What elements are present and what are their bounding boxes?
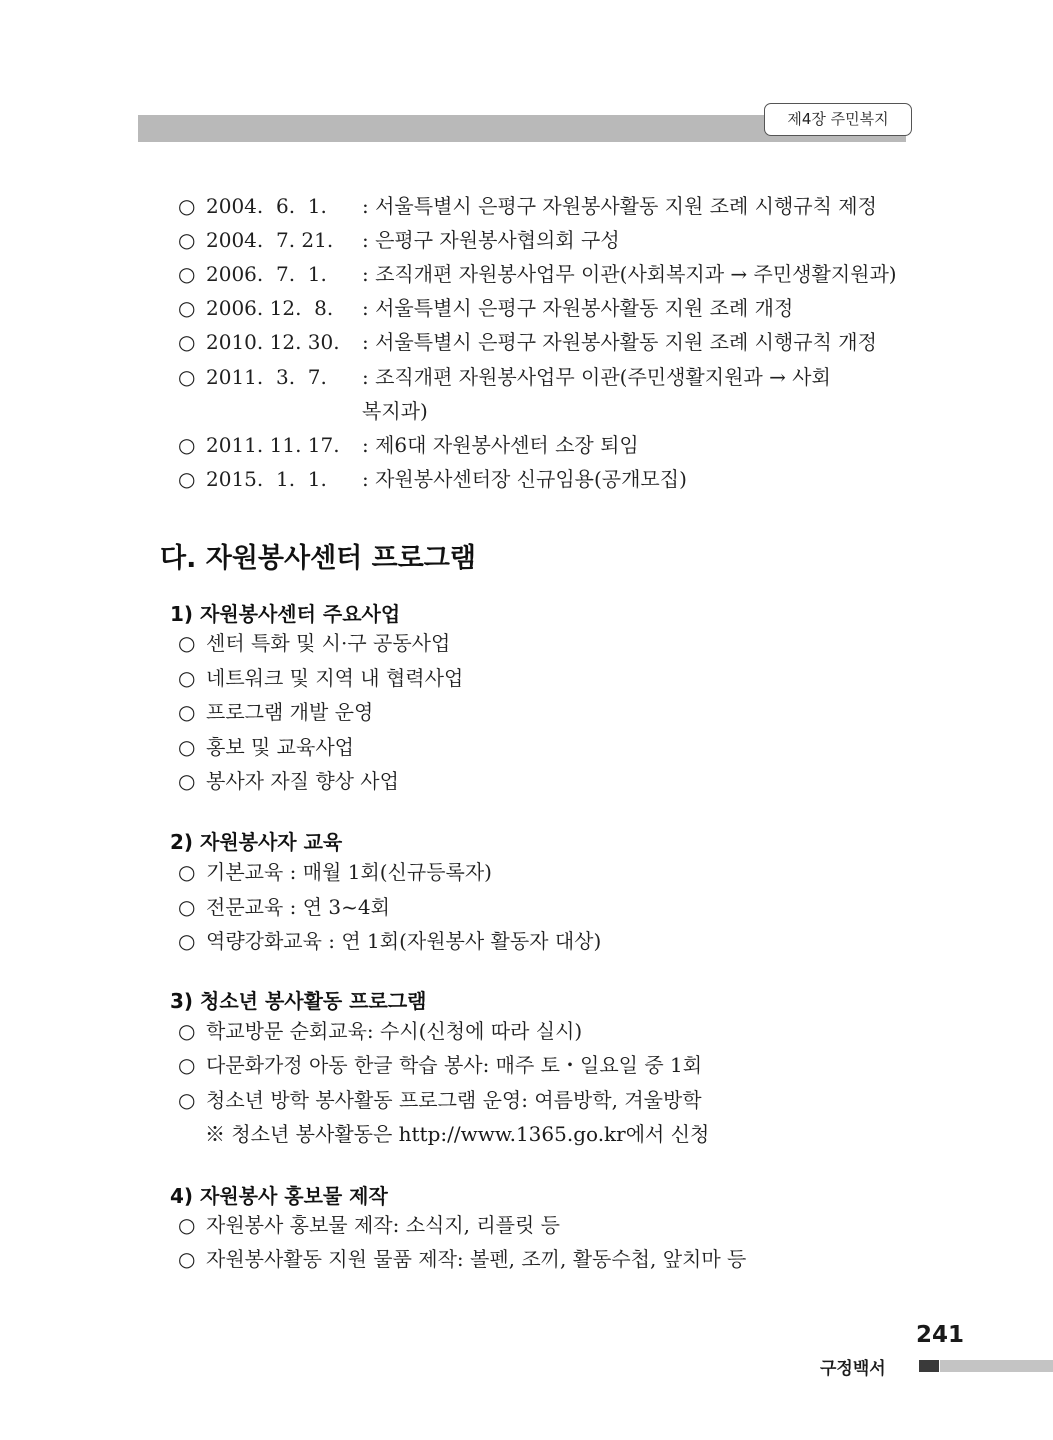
history-date: 2011. 3. 7. (206, 365, 327, 389)
history-item: ○ 2004. 6. 1. : 서울특별시 은평구 자원봉사활동 지원 조례 시행규칙 제정 (178, 194, 877, 218)
history-item: ○ 2004. 7. 21. : 은평구 자원봉사협의회 구성 (178, 228, 620, 252)
bullet-icon: ○ (178, 860, 196, 884)
bullet-icon: ○ (178, 700, 196, 724)
bullet-icon: ○ (178, 1019, 196, 1043)
footer-bar-light (940, 1360, 1053, 1372)
history-item: ○ 2011. 3. 7. : 조직개편 자원봉사업무 이관(주민생활지원과 → 사회 (178, 365, 831, 389)
note-text: ※ 청소년 봉사활동은 http://www.1365.go.kr에서 신청 (205, 1122, 710, 1146)
bullet-icon: ○ (178, 769, 196, 793)
bullet-icon: ○ (178, 194, 196, 218)
list-item: ○ 홍보 및 교육사업 (178, 735, 354, 759)
bullet-icon: ○ (178, 1247, 196, 1271)
history-text: 제6대 자원봉사센터 소장 퇴임 (375, 433, 639, 457)
bullet-icon: ○ (178, 296, 196, 320)
history-date: 2006. 12. 8. (206, 296, 334, 320)
history-text: 은평구 자원봉사협의회 구성 (375, 228, 620, 252)
list-item: ○ 봉사자 자질 향상 사업 (178, 769, 399, 793)
bullet-icon: ○ (178, 1213, 196, 1237)
list-item: ○ 역량강화교육 : 연 1회(자원봉사 활동자 대상) (178, 929, 602, 953)
subsection-title: 2) 자원봉사자 교육 (170, 830, 343, 854)
footer-bar-dark (919, 1360, 939, 1372)
bullet-icon: ○ (178, 666, 196, 690)
list-item: ○ 자원봉사 홍보물 제작: 소식지, 리플릿 등 (178, 1213, 561, 1237)
history-continuation (362, 398, 428, 424)
subsection-title: 3) 청소년 봉사활동 프로그램 (170, 989, 427, 1013)
history-text: 조직개편 자원봉사업무 이관(주민생활지원과 → 사회 (375, 365, 831, 389)
footer-label: 구정백서 (820, 1359, 886, 1379)
history-item: ○ 2011. 11. 17. : 제6대 자원봉사센터 소장 퇴임 (178, 433, 639, 457)
bullet-icon: ○ (178, 1053, 196, 1077)
bullet-icon: ○ (178, 330, 196, 354)
list-item: ○ 자원봉사활동 지원 물품 제작: 볼펜, 조끼, 활동수첩, 앞치마 등 (178, 1247, 747, 1271)
list-item: ○ 기본교육 : 매월 1회(신규등록자) (178, 860, 492, 884)
bullet-icon: ○ (178, 1088, 196, 1112)
list-item: ○ 다문화가정 아동 한글 학습 봉사: 매주 토・일요일 중 1회 (178, 1053, 703, 1077)
history-item: ○ 2006. 12. 8. : 서울특별시 은평구 자원봉사활동 지원 조례 개정 (178, 296, 794, 320)
history-text: 서울특별시 은평구 자원봉사활동 지원 조례 시행규칙 제정 (375, 194, 877, 218)
list-item: ○ 학교방문 순회교육: 수시(신청에 따라 실시) (178, 1019, 583, 1043)
bullet-icon: ○ (178, 228, 196, 252)
history-date: 2011. 11. 17. (206, 433, 340, 457)
history-text: 조직개편 자원봉사업무 이관(사회복지과 → 주민생활지원과) (375, 262, 897, 286)
history-date: 2004. 7. 21. (206, 228, 334, 252)
history-text: 서울특별시 은평구 자원봉사활동 지원 조례 개정 (375, 296, 794, 320)
page-number: 241 (916, 1322, 965, 1348)
history-item: ○ 2006. 7. 1. : 조직개편 자원봉사업무 이관(사회복지과 → 주민생활지원과) (178, 262, 897, 286)
list-item: ○ 센터 특화 및 시·구 공동사업 (178, 631, 451, 655)
history-date: 2006. 7. 1. (206, 262, 327, 286)
bullet-icon: ○ (178, 929, 196, 953)
history-date: 2010. 12. 30. (206, 330, 340, 354)
history-date: 2004. 6. 1. (206, 194, 327, 218)
history-text: 자원봉사센터장 신규임용(공개모집) (375, 467, 687, 491)
history-text: 서울특별시 은평구 자원봉사활동 지원 조례 시행규칙 개정 (375, 330, 877, 354)
list-item: ○ 네트워크 및 지역 내 협력사업 (178, 666, 464, 690)
chapter-label: 제4장 주민복지 (764, 103, 912, 136)
subsection-title: 1) 자원봉사센터 주요사업 (170, 602, 401, 626)
list-item: ○ 프로그램 개발 운영 (178, 700, 374, 724)
bullet-icon: ○ (178, 467, 196, 491)
bullet-icon: ○ (178, 365, 196, 389)
list-item: ○ 전문교육 : 연 3~4회 (178, 895, 390, 919)
history-item: ○ 2010. 12. 30. : 서울특별시 은평구 자원봉사활동 지원 조례 시행규칙 개정 (178, 330, 877, 354)
list-item: ○ 청소년 방학 봉사활동 프로그램 운영: 여름방학, 겨울방학 (178, 1088, 702, 1112)
bullet-icon: ○ (178, 631, 196, 655)
bullet-icon: ○ (178, 735, 196, 759)
bullet-icon: ○ (178, 895, 196, 919)
bullet-icon: ○ (178, 433, 196, 457)
history-item: ○ 2015. 1. 1. : 자원봉사센터장 신규임용(공개모집) (178, 467, 687, 491)
history-date: 2015. 1. 1. (206, 467, 327, 491)
bullet-icon: ○ (178, 262, 196, 286)
subsection-title: 4) 자원봉사 홍보물 제작 (170, 1184, 388, 1208)
history-text: 복지과) (362, 399, 428, 423)
section-title: 다. 자원봉사센터 프로그램 (160, 543, 476, 574)
